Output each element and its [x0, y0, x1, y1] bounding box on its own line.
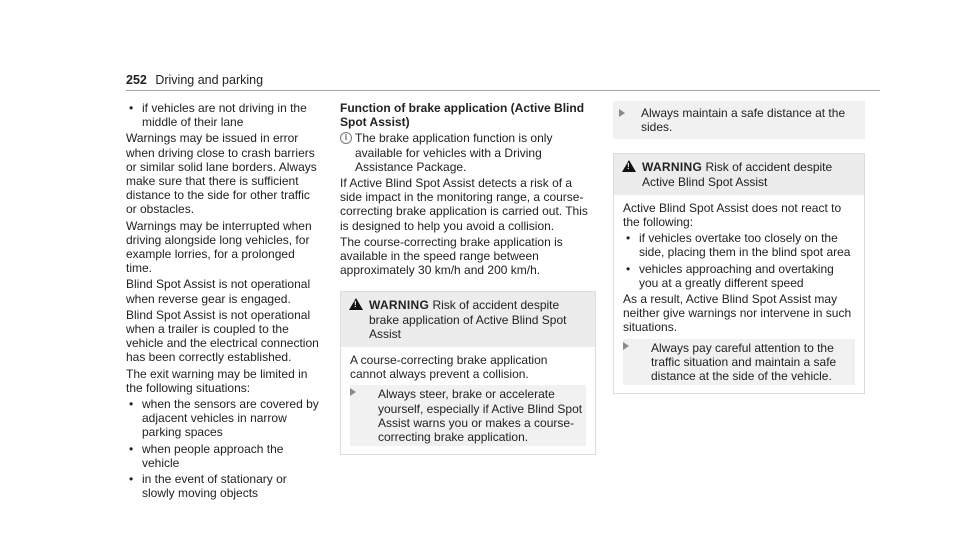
- arrow-right-icon: [619, 109, 625, 117]
- warning-triangle-icon: !: [349, 298, 363, 310]
- arrow-right-icon: [623, 342, 629, 350]
- action-item: [623, 339, 855, 386]
- action-item: [350, 385, 586, 446]
- paragraph: Warnings may be interrupted when driving alongside long vehicles, for example lorries, for a prolonged time.: [126, 218, 312, 276]
- section-title: Driving and parking: [155, 73, 264, 87]
- warning-text: As a result, Active Blind Spot Assist may neither give warnings nor intervene in such situations.: [623, 292, 852, 335]
- warning-text: A course-correcting brake application cannot always prevent a collision.: [350, 353, 548, 382]
- page-number: 252: [126, 73, 147, 87]
- action-text: Always pay careful attention to the traffic situation and maintain a safe distance at the side of the vehicle.: [651, 340, 837, 384]
- paragraph: The exit warning may be limited in the following situations:: [126, 366, 308, 395]
- action-item: [613, 101, 865, 139]
- warning-box: [613, 153, 865, 394]
- warning-label: WARNING: [369, 298, 430, 313]
- list-item: • when the sensors are covered by adjacent vehicles in narrow parking spaces: [126, 397, 322, 440]
- list-item: • if vehicles overtake too closely on the side, placing them in the blind spot area: [623, 231, 855, 259]
- info-icon: i: [340, 132, 352, 144]
- list-item: • vehicles approaching and overtaking you at a greatly different speed: [623, 262, 855, 290]
- warning-label: WARNING: [642, 160, 703, 175]
- paragraph: Warnings may be issued in error when driving close to crash barriers or similar solid lane borders. Always make sure that there is sufficient distance to the side for other traffic or obstacles.: [126, 131, 317, 217]
- info-note: [340, 131, 596, 174]
- column-3: [613, 101, 865, 394]
- action-text: Always steer, brake or accelerate yourself, especially if Active Blind Spot Assist warns you or makes a course-correcting brake application.: [378, 387, 583, 445]
- warning-header: [614, 154, 864, 194]
- header-rule: [126, 90, 880, 91]
- warning-header: [341, 292, 595, 347]
- action-text: Always maintain a safe distance at the sides.: [641, 106, 846, 135]
- list-item: • in the event of stationary or slowly moving objects: [126, 472, 322, 500]
- paragraph: The course-correcting brake application is available in the speed range between approximately 30 km/h and 200 km/h.: [340, 234, 563, 278]
- list-item: • if vehicles are not driving in the middle of their lane: [126, 101, 322, 129]
- arrow-right-icon: [350, 388, 356, 396]
- list-item: • when people approach the vehicle: [126, 442, 322, 470]
- section-heading: Function of brake application (Active Blind Spot Assist): [340, 101, 585, 130]
- warning-triangle-icon: !: [622, 160, 636, 172]
- paragraph: Blind Spot Assist is not operational when reverse gear is engaged.: [126, 277, 311, 306]
- warning-body: [341, 347, 595, 454]
- warning-body: [614, 195, 864, 393]
- warning-text: Active Blind Spot Assist does not react to the following:: [623, 200, 842, 230]
- paragraph: If Active Blind Spot Assist detects a risk of a side impact in the monitoring range, a course-correcting brake application is carried out. This is designed to help you avoid a collision.: [340, 176, 588, 233]
- paragraph: Blind Spot Assist is not operational when a trailer is coupled to the vehicle and the electrical connection has been correctly established.: [126, 307, 319, 365]
- info-text: The brake application function is only available for vehicles with a Driving Assistance Package.: [355, 131, 553, 174]
- column-1: [126, 101, 322, 500]
- warning-title: Risk of accident despite Active Blind Spot Assist: [642, 160, 833, 189]
- warning-title: Risk of accident despite brake application of Active Blind Spot Assist: [369, 298, 567, 341]
- column-2: [340, 101, 596, 455]
- warning-box: [340, 291, 596, 455]
- page-header: [126, 73, 263, 87]
